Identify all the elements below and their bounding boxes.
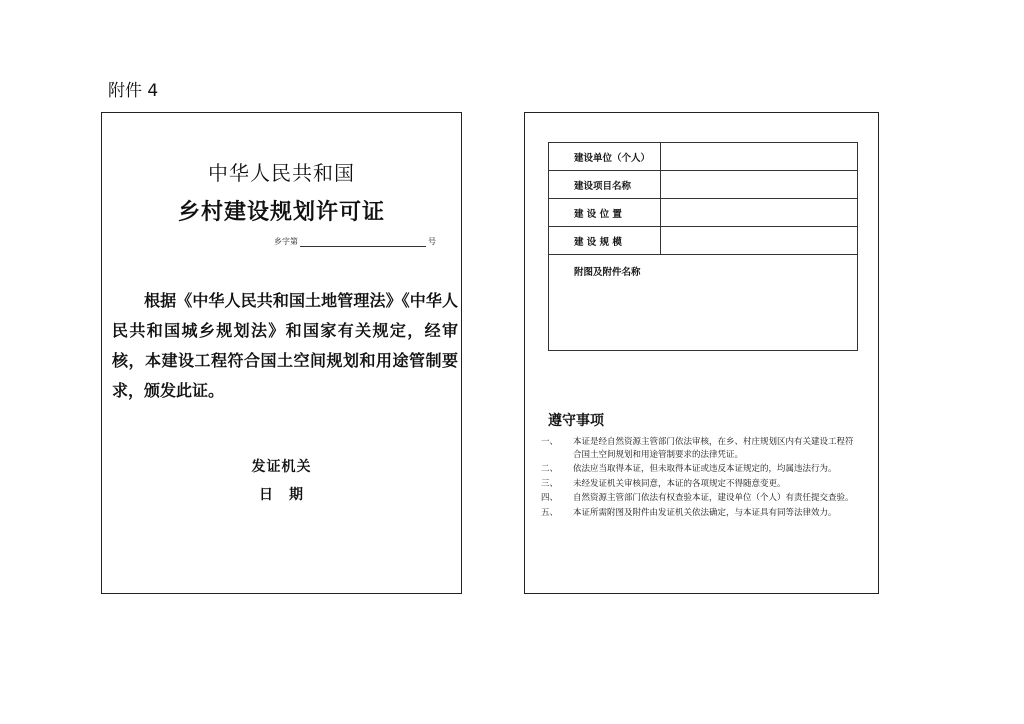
field-value-builder — [661, 143, 858, 171]
table-row — [549, 199, 858, 227]
permit-details-page — [524, 112, 879, 594]
list-item — [541, 478, 861, 491]
rule-number: 四、 — [541, 493, 559, 503]
permit-title: 乡村建设规划许可证 — [177, 200, 385, 225]
annex-label: 附件 4 — [108, 81, 159, 101]
permit-cover-page — [101, 112, 462, 594]
list-item — [541, 507, 861, 520]
field-label-scale: 建 设 规 模 — [549, 227, 661, 255]
field-value-location — [661, 199, 858, 227]
serial-number-blank — [300, 237, 426, 247]
field-label-location: 建 设 位 置 — [549, 199, 661, 227]
serial-prefix: 乡字第 — [274, 237, 298, 246]
rule-number: 一、 — [541, 437, 559, 447]
rules-list — [541, 436, 861, 521]
table-row — [549, 255, 858, 351]
list-item — [541, 463, 861, 476]
serial-number — [274, 236, 436, 247]
country-name: 中华人民共和国 — [208, 161, 355, 185]
attachments-label: 附图及附件名称 — [549, 255, 858, 351]
field-value-scale — [661, 227, 858, 255]
table-row — [549, 171, 858, 199]
field-value-project-name — [661, 171, 858, 199]
serial-suffix: 号 — [428, 237, 436, 246]
table-row — [549, 227, 858, 255]
rule-number: 三、 — [541, 478, 559, 489]
rule-text: 本证是经自然资源主管部门依法审核，在乡、村庄规划区内有关建设工程符合国土空间规划和用途管制要求的法律凭证。 — [573, 437, 854, 460]
rule-number: 五、 — [541, 507, 559, 518]
rule-text: 依法应当取得本证，但未取得本证或违反本证规定的，均属违法行为。 — [573, 464, 837, 474]
rule-text: 自然资源主管部门依法有权查验本证，建设单位（个人）有责任提交查验。 — [573, 493, 854, 503]
rules-title: 遵守事项 — [548, 413, 604, 429]
project-info-table — [548, 142, 858, 351]
legal-statement: 根据《中华人民共和国土地管理法》《中华人民共和国城乡规划法》和国家有关规定，经审核，本建设工程符合国土空间规划和用途管制要求，颁发此证。 — [112, 291, 458, 400]
rule-text: 未经发证机关审核同意，本证的各项规定不得随意变更。 — [573, 478, 786, 489]
table-row — [549, 143, 858, 171]
field-label-builder: 建设单位（个人） — [549, 143, 661, 171]
list-item — [541, 436, 861, 461]
date-label: 日 期 — [259, 487, 304, 503]
rule-number: 二、 — [541, 464, 559, 474]
list-item — [541, 492, 861, 505]
field-label-project-name: 建设项目名称 — [549, 171, 661, 199]
rule-text: 本证所需附图及附件由发证机关依法确定，与本证具有同等法律效力。 — [573, 507, 837, 518]
issuing-authority-label: 发证机关 — [251, 459, 312, 475]
